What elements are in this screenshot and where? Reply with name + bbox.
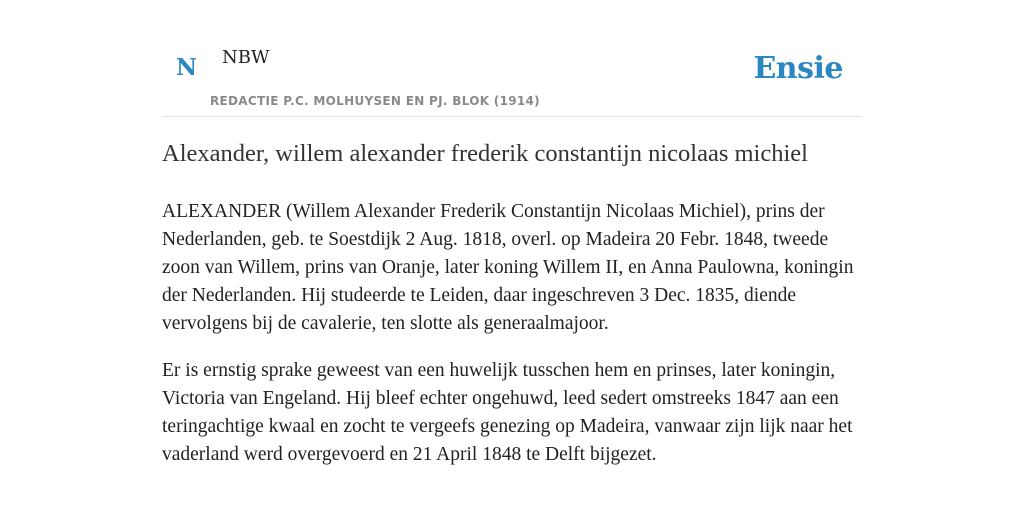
article <box>162 136 862 469</box>
source-name[interactable]: NBW <box>222 47 270 68</box>
article-title: Alexander, willem alexander frederik constantijn nicolaas michiel <box>162 140 808 167</box>
header <box>162 0 862 117</box>
source-subtitle: REDACTIE P.C. MOLHUYSEN EN PJ. BLOK (1914) <box>210 94 540 108</box>
source-logo[interactable]: N <box>176 54 198 81</box>
ensie-logo[interactable]: Ensie <box>753 51 843 86</box>
article-paragraph: ALEXANDER (Willem Alexander Frederik Constantijn Nicolaas Michiel), prins der Nederlanden, geb. te Soestdijk 2 Aug. 1818, overl. op Madeira 20 Febr. 1848, tweede zoon van Willem, prins van Oranje, later koning Willem II, en Anna Paulowna, koningin der Nederlanden. Hij studeerde te Leiden, daar ingeschreven 3 Dec. 1835, diende vervolgens bij de cavalerie, ten slotte als generaalmajoor. <box>162 201 854 334</box>
article-paragraph: Er is ernstig sprake geweest van een huwelijk tusschen hem en prinses, later koningin, Victoria van Engeland. Hij bleef echter ongehuwd, leed sedert omstreeks 1847 aan een teringachtige kwaal en zocht te vergeefs genezing op Madeira, vanwaar zijn lijk naar het vaderland werd overgevoerd en 21 April 1848 te Delft bijgezet. <box>162 360 853 465</box>
